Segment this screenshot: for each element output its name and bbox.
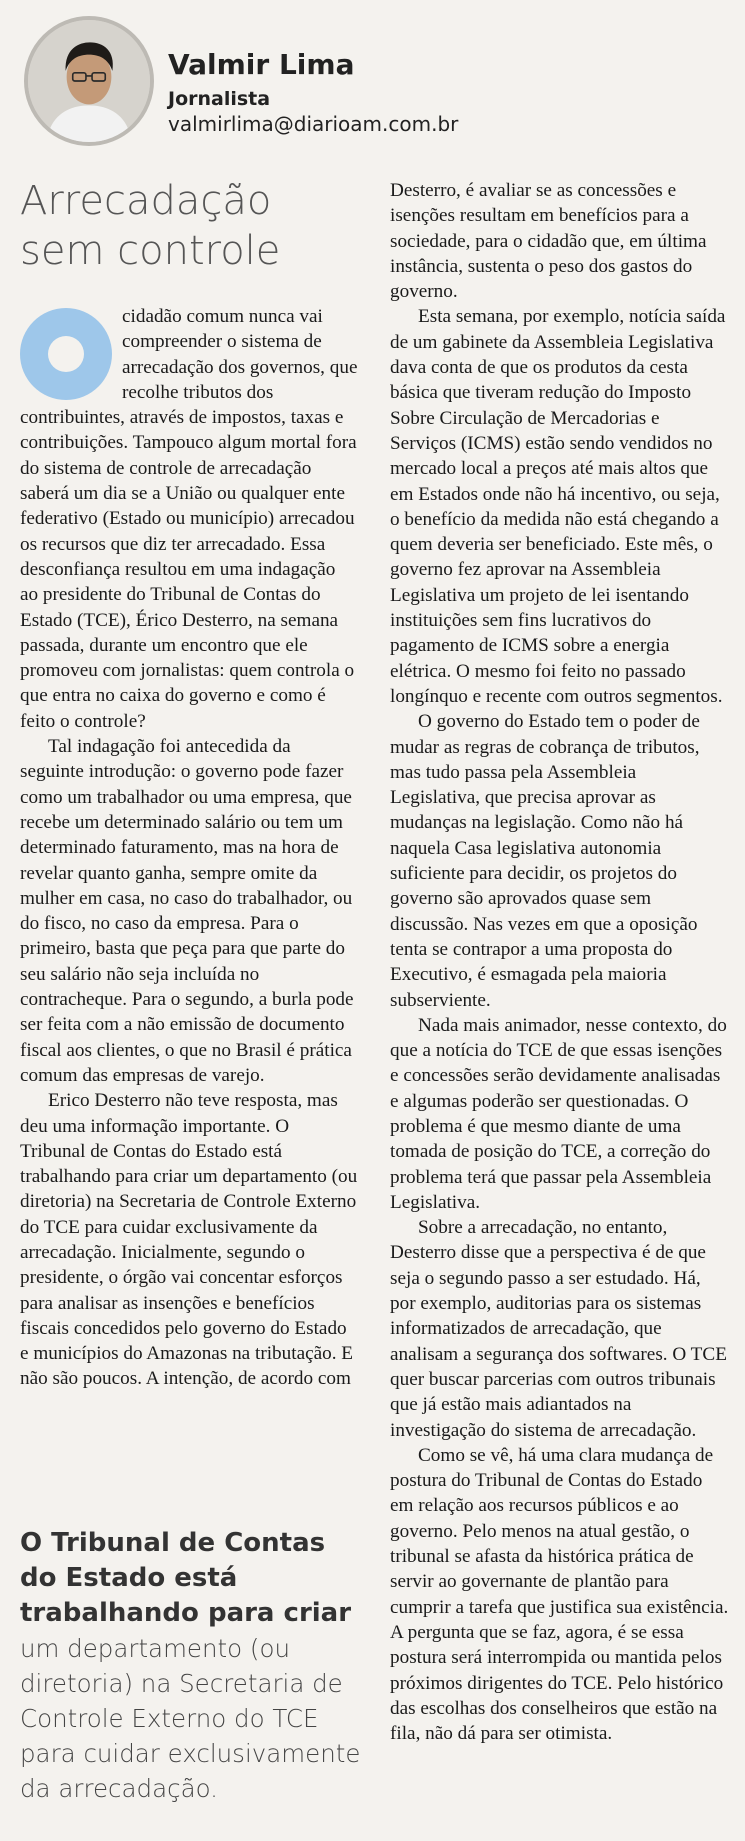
author-header [24,14,724,144]
paragraph: Nada mais animador, nesse contexto, do que a notícia do TCE de que essas isenções e concessões serão devidamente analisadas e algumas poderão ser questionadas. O problema é que mesmo diante de uma tomada de posição do TCE, a correção do problema terá que passar pela Assembleia Legislativa. [390,1014,727,1213]
article-column-left [20,304,358,1392]
paragraph: O governo do Estado tem o poder de mudar as regras de cobrança de tributos, mas tudo passa pela Assembleia Legislativa, que precisa aprovar as mudanças na legislação. Como não há naquela Casa legislativa autonomia suficiente para decidir, os projetos do governo são aprovados quase sem discussão. Nas vezes em que a oposição tenta se contrapor a uma proposta do Executivo, é esmagada pela maioria subserviente. [390,711,700,1011]
pull-quote-light: um departamento (ou diretoria) na Secretaria de Controle Externo do TCE para cuidar exclusivamente da arrecadação. [20,1634,361,1803]
author-role: Jornalista [168,88,271,110]
paragraph: Sobre a arrecadação, no entanto, Desterro disse que a perspectiva é de que seja o segundo passo a ser estudado. Há, por exemplo, auditorias para os sistemas informatizados de arrecadação, que analisam a segurança dos softwares. O TCE quer buscar parcerias com outros tribunais que já estão mais adiantados na investigação do sistema de arrecadação. [390,1217,727,1441]
author-email: valmirlima@diarioam.com.br [168,112,459,136]
article-title: Arrecadação sem controle [20,178,281,274]
paragraph: Tal indagação foi antecedida da seguinte introdução: o governo pode fazer como um trabalhador ou uma empresa, que recebe um determinado salário ou tem um determinado faturamento, mas na hora de revelar quanto ganha, sempre omite da mulher em casa, no caso do trabalhador, ou do fisco, no caso da empresa. Para o primeiro, basta que peça para que parte do seu salário não seja incluída no contracheque. Para o segundo, a burla pode ser feita com a não emissão de documento fiscal aos clientes, o que no Brasil é prática comum das empresas de varejo. [20,736,354,1086]
paragraph: Desterro, é avaliar se as concessões e isenções resultam em benefícios para a sociedade, para o cidadão que, em última instância, sustenta o peso dos gastos do governo. [390,180,707,303]
author-name: Valmir Lima [168,48,355,81]
author-photo-icon [28,20,150,142]
pull-quote [20,1526,365,1806]
paragraph: Esta semana, por exemplo, notícia saída de um gabinete da Assembleia Legislativa dava conta de que os produtos da cesta básica que tiveram redução do Imposto Sobre Circulação de Mercadorias e Serviços (ICMS) estão sendo vendidos no mercado local a preços até mais altos que em Estados onde não há incentivo, ou seja, o benefício da medida não está chegando a quem deveria ser beneficiado. Este mês, o governo fez aprovar na Assembleia Legislativa um projeto de lei isentando instituições sem fins lucrativos do pagamento de ICMS sobre a energia elétrica. O mesmo foi feito no passado longínquo e recente com outros segmentos. [390,306,726,707]
author-avatar [24,16,154,146]
paragraph: Como se vê, há uma clara mudança de postura do Tribunal de Contas do Estado em relação aos recursos públicos e ao governo. Pelo menos na atual gestão, o tribunal se afasta da histórica prática de servir ao governante de plantão para cumprir a tarefa que justifica sua existência. A pergunta que se faz, agora, é se essa postura será interrompida ou mantida pelos próximos dirigentes do TCE. Pelo histórico das escolhas dos conselheiros que estão na fila, não dá para ser otimista. [390,1444,729,1745]
paragraph: cidadão comum nunca vai compreender o sistema de arrecadação dos governos, que recolhe tributos dos contribuintes, através de impostos, taxas e contribuições. Tampouco algum mortal fora do sistema de controle de arrecadação saberá um dia se a União ou qualquer ente federativo (Estado ou município) arrecadou os recursos que diz ter arrecadado. Essa desconfiança resultou em uma indagação ao presidente do Tribunal de Contas do Estado (TCE), Érico Desterro, na semana passada, durante um encontro que ele promoveu com jornalistas: quem controla o que entra no caixa do governo e como é feito o controle? [20,306,358,732]
article-column-right [390,178,730,1746]
dropcap-o-icon [20,308,112,400]
pull-quote-bold: O Tribunal de Contas do Estado está trabalhando para criar [20,1528,352,1628]
paragraph: Erico Desterro não teve resposta, mas deu uma informação importante. O Tribunal de Contas do Estado está trabalhando para criar um departamento (ou diretoria) na Secretaria de Controle Externo do TCE para cuidar exclusivamente da arrecadação. Inicialmente, segundo o presidente, o órgão vai concentar esforços para analisar as insenções e benefícios fiscais concedidos pelo governo do Estado e municípios do Amazonas na tributação. E não são poucos. A intenção, de acordo com [20,1090,358,1390]
